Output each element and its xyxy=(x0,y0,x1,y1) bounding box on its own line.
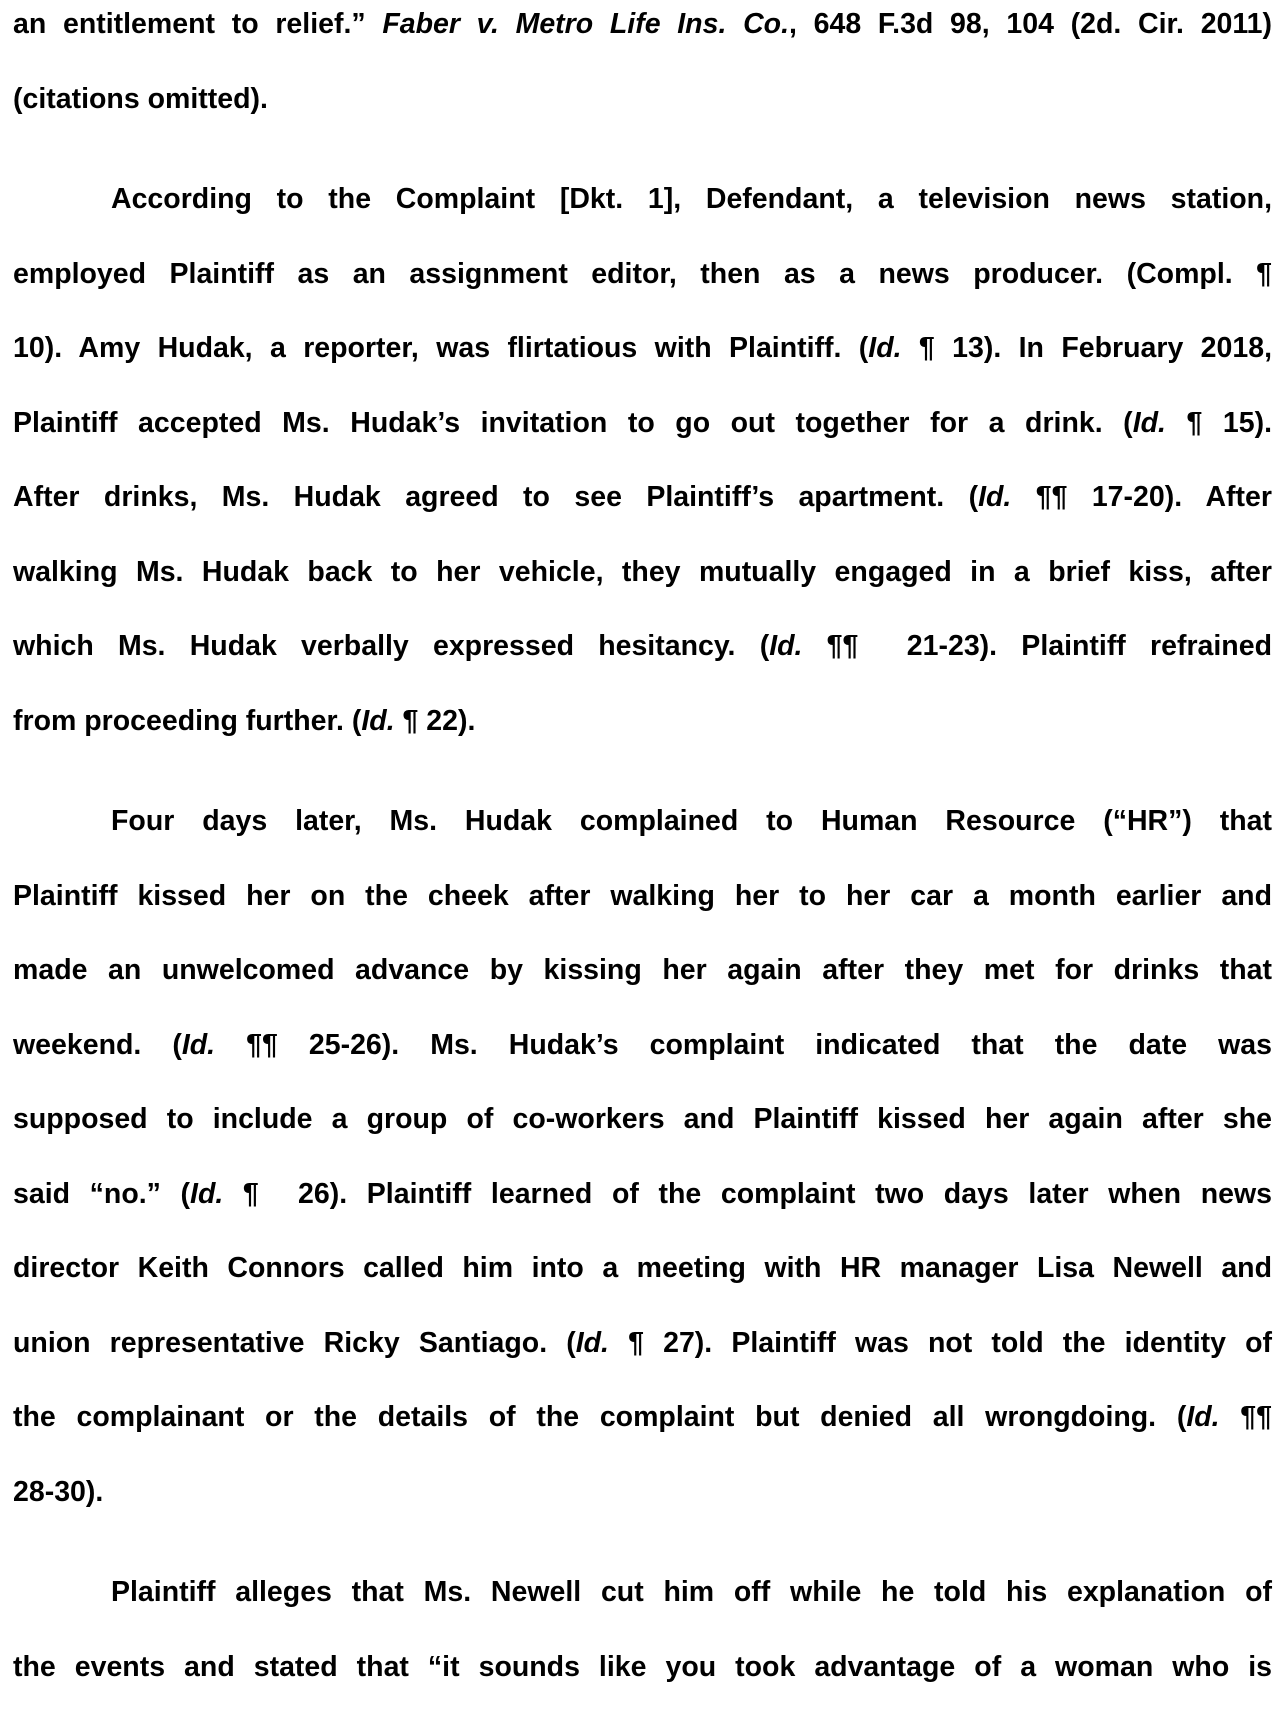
text-segment: from proceeding further. ( xyxy=(13,704,362,737)
text-segment: Plaintiff accepted Ms. Hudak’s invitation to go out together for a drink. ( xyxy=(13,406,1133,439)
text-line xyxy=(13,162,1272,237)
text-line xyxy=(13,1455,1272,1530)
text-line xyxy=(13,933,1272,1008)
italic-citation: Id. xyxy=(181,1028,216,1061)
text-line xyxy=(13,1555,1272,1630)
italic-citation: Id. xyxy=(1186,1401,1220,1433)
text-segment: Plaintiff alleges that Ms. Newell cut him off while he told his explanation of xyxy=(111,1576,1272,1608)
text-segment: the events and stated that “it sounds like you took advantage of a woman who is xyxy=(13,1650,1272,1683)
text-segment: ¶¶ 21-23). Plaintiff refrained xyxy=(802,630,1272,662)
text-segment: director Keith Connors called him into a meeting with HR manager Lisa Newell and xyxy=(13,1252,1272,1284)
italic-citation: Id. xyxy=(361,704,395,737)
paragraph xyxy=(13,1555,1272,1704)
text-segment: an entitlement to relief.” xyxy=(13,8,383,40)
text-line xyxy=(13,1630,1272,1705)
text-segment: ¶ 27). Plaintiff was not told the identity of xyxy=(608,1326,1272,1359)
text-segment: employed Plaintiff as an assignment editor, then as a news producer. (Compl. ¶ xyxy=(13,257,1272,290)
text-line xyxy=(13,311,1272,386)
paragraph xyxy=(13,0,1272,136)
text-segment: ¶ 15). xyxy=(1165,406,1273,439)
italic-citation: Id. xyxy=(575,1326,609,1359)
italic-citation: Id. xyxy=(978,481,1012,513)
text-line xyxy=(13,1157,1272,1232)
italic-citation: Id. xyxy=(190,1177,224,1210)
text-line xyxy=(13,62,1272,137)
italic-citation: Faber v. Metro Life Ins. Co. xyxy=(382,8,789,40)
italic-citation: Id. xyxy=(868,332,902,364)
text-line xyxy=(13,1008,1272,1083)
text-line xyxy=(13,859,1272,934)
text-segment: 10). Amy Hudak, a reporter, was flirtatious with Plaintiff. ( xyxy=(13,332,869,364)
text-segment: , 648 F.3d 98, 104 (2d. Cir. 2011) xyxy=(789,8,1273,40)
paragraph xyxy=(13,784,1272,1529)
text-segment: the complainant or the details of the complaint but denied all wrongdoing. ( xyxy=(13,1401,1187,1433)
italic-citation: Id. xyxy=(1132,406,1166,439)
text-line xyxy=(13,535,1272,610)
text-line xyxy=(13,0,1272,62)
text-segment: union representative Ricky Santiago. ( xyxy=(13,1326,576,1359)
text-line xyxy=(13,1231,1272,1306)
text-line xyxy=(13,1380,1272,1455)
text-segment: According to the Complaint [Dkt. 1], Defendant, a television news station, xyxy=(111,183,1272,215)
text-line xyxy=(13,784,1272,859)
italic-citation: Id. xyxy=(769,630,803,662)
text-segment: said “no.” ( xyxy=(13,1177,191,1210)
text-segment: ¶¶ xyxy=(1219,1401,1272,1433)
text-segment: which Ms. Hudak verbally expressed hesitancy. ( xyxy=(13,630,770,662)
text-segment: (citations omitted). xyxy=(13,82,268,115)
text-segment: After drinks, Ms. Hudak agreed to see Plaintiff’s apartment. ( xyxy=(13,481,979,513)
text-segment: 28-30). xyxy=(13,1475,104,1508)
text-segment: Four days later, Ms. Hudak complained to Human Resource (“HR”) that xyxy=(111,805,1272,837)
paragraph xyxy=(13,162,1272,758)
text-segment: ¶ 26). Plaintiff learned of the complaint two days later when news xyxy=(223,1177,1272,1210)
text-line xyxy=(13,609,1272,684)
text-line xyxy=(13,460,1272,535)
text-segment: Plaintiff kissed her on the cheek after walking her to her car a month earlier and xyxy=(13,879,1272,912)
text-line xyxy=(13,237,1272,312)
text-line xyxy=(13,386,1272,461)
text-line xyxy=(13,1082,1272,1157)
text-segment: made an unwelcomed advance by kissing her again after they met for drinks that xyxy=(13,954,1272,986)
document-page xyxy=(13,0,1272,1730)
text-segment: ¶¶ 25-26). Ms. Hudak’s complaint indicated that the date was xyxy=(215,1028,1272,1061)
text-segment: ¶ 13). In February 2018, xyxy=(901,332,1272,364)
text-segment: ¶ 22). xyxy=(394,704,476,737)
text-segment: walking Ms. Hudak back to her vehicle, they mutually engaged in a brief kiss, after xyxy=(13,555,1272,588)
text-line xyxy=(13,684,1272,759)
text-segment: ¶¶ 17-20). After xyxy=(1011,481,1272,513)
text-segment: supposed to include a group of co-workers and Plaintiff kissed her again after she xyxy=(13,1103,1272,1135)
text-line xyxy=(13,1306,1272,1381)
text-segment: weekend. ( xyxy=(13,1028,182,1061)
